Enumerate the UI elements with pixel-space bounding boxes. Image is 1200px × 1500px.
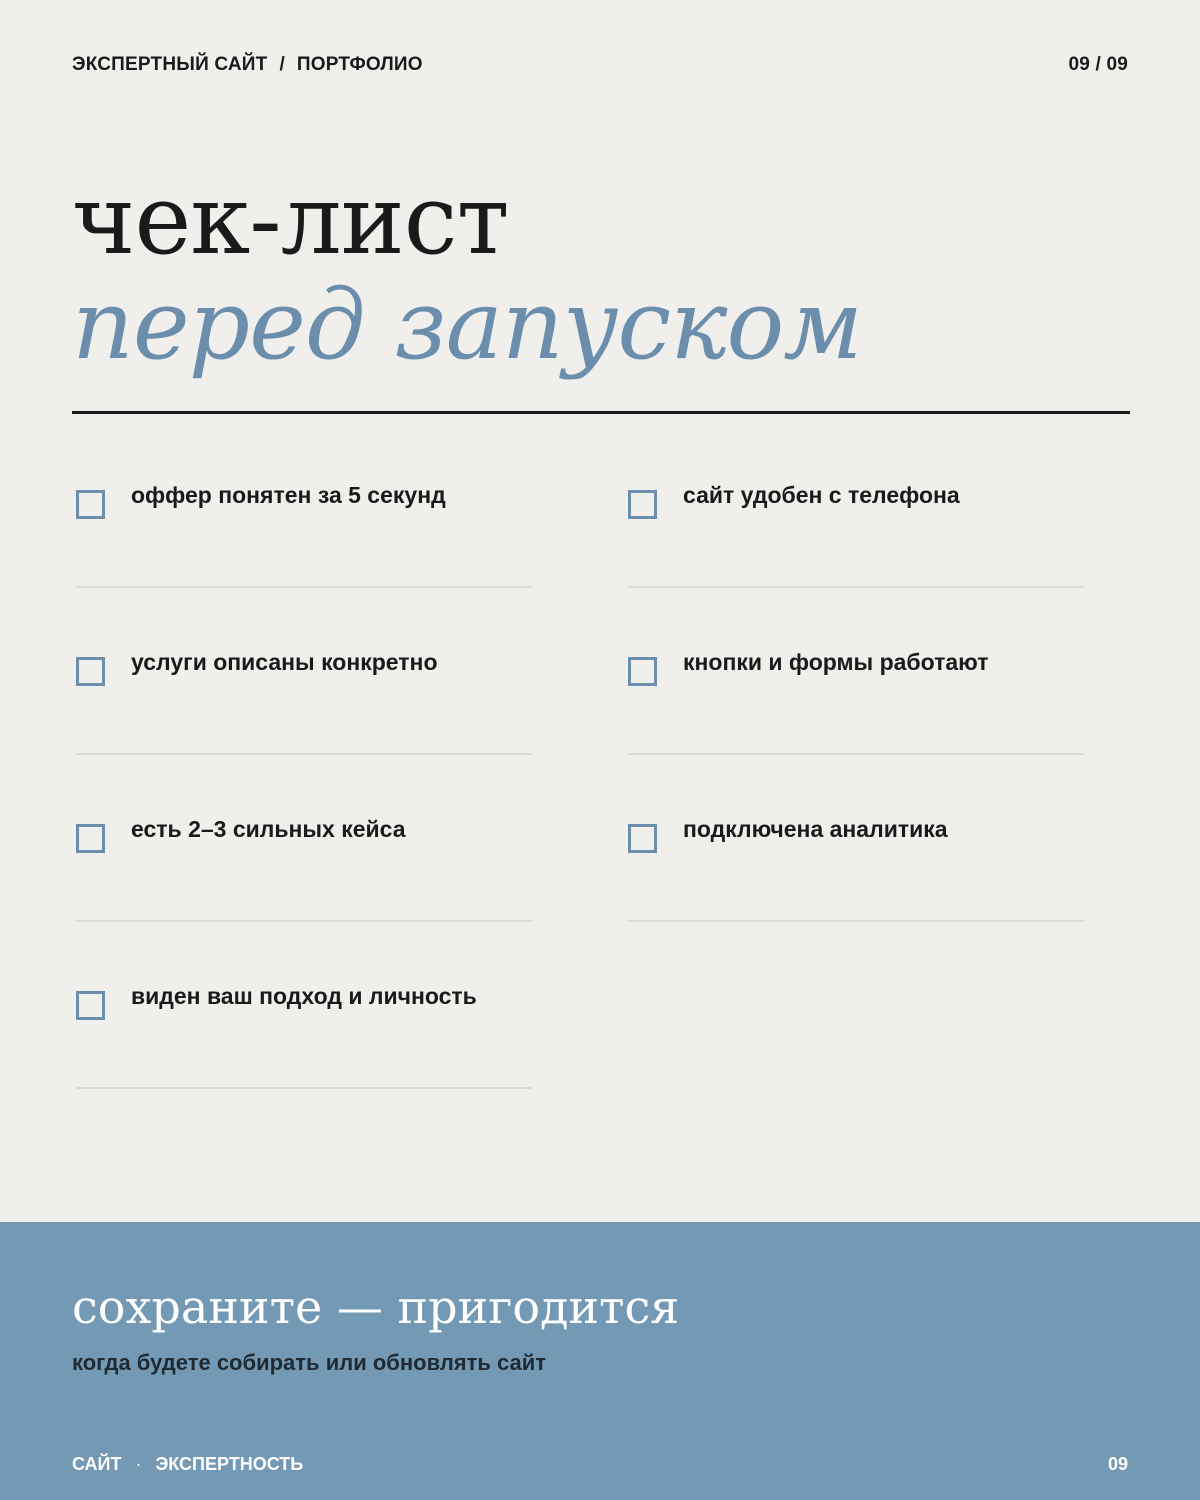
title-line-2: перед запуском bbox=[72, 269, 862, 381]
checkbox[interactable] bbox=[76, 824, 105, 853]
checklist-item-label: подключена аналитика bbox=[683, 816, 948, 842]
checklist-item[interactable] bbox=[628, 647, 1084, 755]
breadcrumb-item-portfolio: ПОРТФОЛИО bbox=[296, 54, 423, 75]
checkbox[interactable] bbox=[76, 490, 105, 519]
breadcrumb-separator: / bbox=[279, 54, 285, 75]
checklist-item-label: оффер понятен за 5 секунд bbox=[131, 482, 446, 508]
footer-subtitle: когда будете собирать или обновлять сайт bbox=[72, 1350, 547, 1375]
page-title bbox=[72, 164, 862, 381]
checklist-item-label: сайт удобен с телефона bbox=[683, 482, 960, 508]
title-line-1: чек-лист bbox=[72, 164, 509, 276]
checkbox[interactable] bbox=[76, 991, 105, 1020]
checkbox[interactable] bbox=[76, 657, 105, 686]
footer-tags bbox=[72, 1454, 303, 1475]
title-divider bbox=[72, 411, 1130, 414]
checklist-item[interactable] bbox=[76, 647, 532, 755]
checklist-item[interactable] bbox=[76, 480, 532, 588]
checklist-item-label: есть 2–3 сильных кейса bbox=[131, 816, 406, 842]
checkbox[interactable] bbox=[628, 490, 657, 519]
checkbox[interactable] bbox=[628, 824, 657, 853]
checkbox[interactable] bbox=[628, 657, 657, 686]
top-bar bbox=[72, 54, 1128, 76]
footer-title: сохраните — пригодится bbox=[72, 1280, 680, 1334]
footer-bottom-bar bbox=[72, 1454, 1128, 1475]
tag-expertise: ЭКСПЕРТНОСТЬ bbox=[155, 1454, 304, 1474]
checklist-item[interactable] bbox=[628, 814, 1084, 922]
checklist-item-label: услуги описаны конкретно bbox=[131, 649, 438, 675]
checklist-item[interactable] bbox=[76, 981, 532, 1089]
checklist-item[interactable] bbox=[76, 814, 532, 922]
page-counter: 09 / 09 bbox=[1068, 54, 1128, 75]
checklist-item-label: виден ваш подход и личность bbox=[131, 983, 477, 1009]
tag-site: САЙТ bbox=[72, 1454, 122, 1474]
footer-page-number: 09 bbox=[1107, 1454, 1128, 1474]
checklist-item-label: кнопки и формы работают bbox=[683, 649, 989, 675]
tag-separator: · bbox=[135, 1454, 142, 1474]
breadcrumb-item-site: ЭКСПЕРТНЫЙ САЙТ bbox=[72, 54, 268, 75]
footer-banner bbox=[0, 1222, 1200, 1500]
checklist-item[interactable] bbox=[628, 480, 1084, 588]
breadcrumb bbox=[72, 54, 423, 76]
